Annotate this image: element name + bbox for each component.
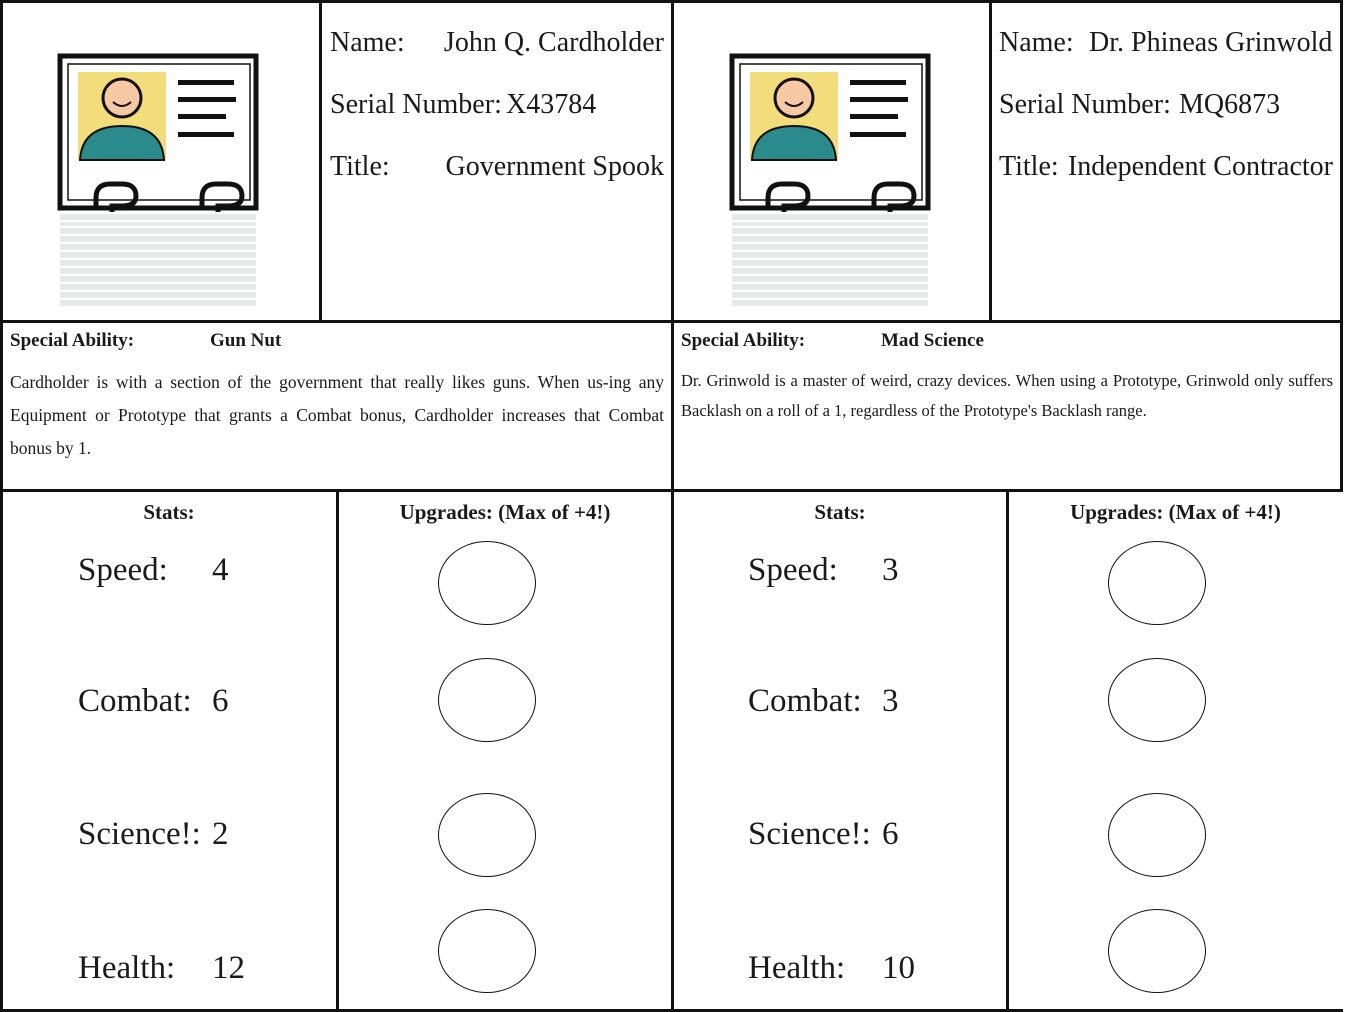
ability-header [10, 330, 664, 352]
serial-label: Serial Number: [330, 89, 502, 120]
upgrades-heading: Upgrades: (Max of +4!) [1070, 500, 1281, 524]
name-label: Name: [330, 27, 405, 58]
ability-description: Cardholder is with a section of the government that really likes guns. When us-ing any Equipment or Prototype that grants a Combat bonus, Cardholder increases that Combat bonus by 1. [10, 372, 664, 458]
upgrade-circle-speed[interactable] [1108, 541, 1206, 625]
stat-combat [78, 683, 229, 720]
stat-value: 12 [212, 950, 245, 986]
upgrade-circle-science[interactable] [1108, 793, 1206, 877]
title-value: Independent Contractor [1067, 151, 1333, 182]
title-row [999, 136, 1333, 198]
id-badge-icon [56, 52, 262, 314]
section-divider-top [0, 320, 672, 323]
stat-label: Speed: [748, 552, 838, 588]
special-ability-section [10, 330, 664, 465]
serial-label: Serial Number: [999, 89, 1171, 120]
stat-label: Science!: [78, 816, 201, 852]
stat-speed [78, 552, 229, 589]
stat-label: Speed: [78, 552, 168, 588]
serial-row [999, 74, 1333, 136]
stat-value: 10 [882, 950, 915, 986]
upgrade-circle-science[interactable] [438, 793, 536, 877]
stats-divider [1006, 490, 1009, 1012]
id-badge-icon [728, 52, 934, 314]
upgrade-circle-combat[interactable] [438, 658, 536, 742]
stat-health [748, 950, 915, 987]
name-row [999, 12, 1333, 74]
title-value: Government Spook [445, 151, 664, 182]
stats-heading: Stats: [814, 500, 866, 524]
upgrade-circle-combat[interactable] [1108, 658, 1206, 742]
ability-name: Mad Science [881, 330, 984, 351]
name-value: John Q. Cardholder [443, 27, 664, 58]
stat-value: 3 [882, 683, 899, 719]
title-label: Title: [330, 151, 390, 182]
serial-value: X43784 [506, 89, 597, 120]
stat-value: 6 [882, 816, 899, 852]
stat-label: Science!: [748, 816, 871, 852]
section-divider-top [672, 320, 1343, 323]
stat-value: 3 [882, 552, 899, 588]
name-value: Dr. Phineas Grinwold [1089, 27, 1333, 58]
serial-row [330, 74, 664, 136]
upgrade-circle-health[interactable] [1108, 909, 1206, 993]
stat-health [78, 950, 245, 987]
stat-label: Health: [748, 950, 846, 986]
character-card-2 [672, 0, 1344, 1012]
stat-label: Combat: [78, 683, 192, 719]
stat-value: 6 [212, 683, 229, 719]
special-ability-section [681, 330, 1333, 426]
stat-label: Combat: [748, 683, 862, 719]
ability-name: Gun Nut [210, 330, 282, 351]
stat-speed [748, 552, 899, 589]
identity-info [330, 12, 664, 198]
ability-description: Dr. Grinwold is a master of weird, crazy devices. When using a Prototype, Grinwold only suffers Backlash on a roll of a 1, regardless of the Prototype's Backlash range. [681, 371, 1333, 420]
ability-label: Special Ability: [681, 330, 806, 351]
identity-info [999, 12, 1333, 198]
title-label: Title: [999, 151, 1059, 182]
title-row [330, 136, 664, 198]
stats-divider [336, 490, 339, 1012]
serial-value: MQ6873 [1179, 89, 1281, 120]
photo-area [0, 0, 320, 320]
name-label: Name: [999, 27, 1074, 58]
name-row [330, 12, 664, 74]
character-card-1 [0, 0, 672, 1012]
ability-header [681, 330, 1333, 352]
upgrade-circle-health[interactable] [438, 909, 536, 993]
upgrade-circle-speed[interactable] [438, 541, 536, 625]
stat-science [78, 816, 229, 853]
ability-label: Special Ability: [10, 330, 135, 351]
stat-value: 4 [212, 552, 229, 588]
stat-value: 2 [212, 816, 229, 852]
photo-area [672, 0, 992, 320]
stat-science [748, 816, 899, 853]
upgrades-heading: Upgrades: (Max of +4!) [399, 500, 611, 524]
stat-label: Health: [78, 950, 176, 986]
stats-heading: Stats: [143, 500, 195, 524]
stat-combat [748, 683, 899, 720]
